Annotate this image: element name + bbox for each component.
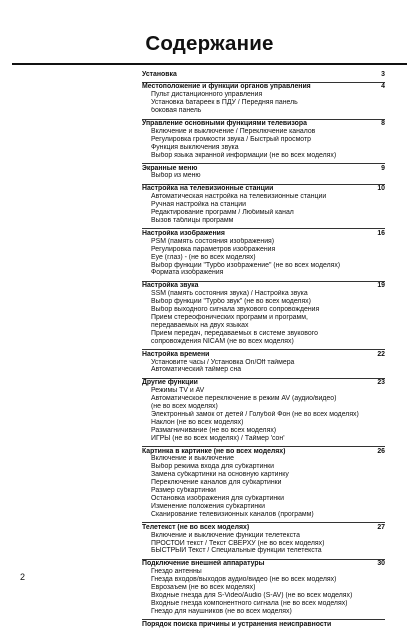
toc-entry: Пульт дистанционного управления (151, 91, 263, 99)
toc-entry: сопровождения NICAM (не во всех моделях) (151, 337, 294, 345)
toc-entry: Регулировка параметров изображения (151, 245, 276, 253)
toc-entry: Вызов таблицы программ (151, 217, 234, 224)
toc-section-title: Настройка времени (142, 350, 210, 358)
toc-section (142, 119, 385, 160)
toc-page-number: 22 (377, 350, 385, 358)
toc-section-title: Телетекст (не во всех моделях) (142, 523, 250, 531)
toc-section-title: Порядок поиска причины и устранения неисправности (142, 620, 332, 628)
page-number: 2 (20, 572, 26, 582)
toc-section (142, 70, 385, 78)
toc-entry: Установите часы / Установка On/Off таймера (151, 358, 295, 366)
toc-page-number: 19 (377, 282, 385, 290)
toc-entry: Электронный замок от детей / Голубой Фон (не во всех моделях) (151, 410, 359, 418)
toc-entry: Прием передач, передаваемых в системе звукового (151, 329, 318, 337)
toc-entry: Выбор из меню (151, 172, 201, 180)
toc-entry: Формата изображения (151, 269, 224, 277)
toc-entry: Включение и выключение функции телетекста (151, 531, 300, 539)
toc-section-title: Установка (142, 70, 177, 78)
toc-section-heading[interactable] (142, 83, 385, 91)
toc-entry: Ручная настройка на станции (151, 201, 246, 209)
toc-entry: ИГРЫ (не во всех моделях) / Таймер 'сон' (151, 434, 285, 442)
toc-page-number: 4 (381, 83, 385, 91)
toc-entry: Еврозаъем (не во всех моделях) (151, 584, 256, 592)
toc-section-title: Подключение внешней аппаратуры (142, 560, 265, 568)
toc-entry: Выбор функции "Турбо изображение" (не во всех моделях) (151, 261, 341, 269)
toc-entry: ПРОСТОЙ текст / Текст СВЕРХУ (не во всех моделях) (151, 539, 325, 547)
toc-section-heading[interactable] (142, 351, 385, 359)
toc-section-heading[interactable] (142, 282, 385, 290)
toc-entry: Замена субкартинки на основную картинку (151, 471, 289, 479)
toc-section (142, 522, 385, 555)
toc-section-heading[interactable] (142, 524, 385, 532)
toc-entry: Включение и выключение (151, 455, 234, 463)
toc-entry: Входные гнезда для S-Video/Audio (S-AV) (не во всех моделях) (151, 591, 353, 599)
toc-section-heading[interactable] (142, 120, 385, 128)
page-title: Содержание (145, 32, 274, 55)
toc-entry: Выбор выходного сигнала звукового сопровождения (151, 306, 320, 314)
toc-section (142, 559, 385, 616)
toc-section (142, 378, 385, 443)
toc-entry: Гнезда входов/выходов аудио/видео (не во всех моделях) (151, 576, 337, 584)
toc-page-number: 26 (377, 447, 385, 455)
toc-entry: Сканирование телевизионных каналов (программ) (151, 510, 314, 518)
toc-entry: Eye (глаз) - (не во всех моделях) (151, 253, 256, 261)
toc-section (142, 281, 385, 346)
toc-section (142, 446, 385, 519)
toc-section (142, 228, 385, 277)
toc-entry: Автоматическая настройка на телевизионные станции (151, 193, 327, 201)
toc-page-number: 16 (377, 229, 385, 237)
toc-entry: Функция выключения звука (151, 143, 239, 151)
toc-section-heading[interactable] (142, 379, 385, 387)
toc-section-title: Настройка изображения (142, 229, 225, 237)
toc-entry: Входные гнезда компонентного сигнала (не во всех моделях) (151, 599, 348, 607)
toc-entry: Включение и выключение / Переключение каналов (151, 127, 316, 135)
toc-section-heading[interactable] (142, 71, 385, 79)
toc-section-title: Настройка звука (142, 282, 199, 290)
toc-entry: Выбор режима входа для субкартинки (151, 463, 275, 471)
toc-section (142, 619, 385, 628)
toc-entry: (не во всех моделях) (151, 403, 218, 411)
toc-entry: Гнездо антенны (151, 568, 202, 576)
toc-entry: PSM (память состояния изображения) (151, 237, 275, 245)
toc-section (142, 184, 385, 225)
toc-section-title: Другие функции (142, 379, 198, 387)
toc-entry: Выбор функции "Турбо звук" (не во всех моделях) (151, 298, 311, 306)
toc-section-title: Управление основными функциями телевизора (142, 120, 307, 128)
toc-entry: Переключение каналов для субкартинки (151, 479, 282, 487)
toc-section-heading[interactable] (142, 448, 385, 456)
toc-section-heading[interactable] (142, 185, 385, 193)
toc-entry: Автоматическое переключение в режим AV (аудио/видео) (151, 395, 337, 403)
toc-entry: Автоматический таймер сна (151, 366, 242, 374)
toc-page-number: 30 (377, 560, 385, 568)
toc-section-title: Картинка в картинке (не во всех моделях) (142, 447, 286, 455)
toc-section-heading[interactable] (142, 165, 385, 173)
toc-entry: Режимы TV и AV (151, 387, 205, 395)
toc-entry: SSM (память состояния звука) / Настройка звука (151, 290, 308, 298)
title-divider (12, 63, 407, 65)
toc-entry: Выбор языка экранной информации (не во всех моделях) (151, 151, 337, 159)
toc-section-heading[interactable] (142, 230, 385, 238)
toc-entry: Установка батареек в ПДУ / Передняя панель (151, 99, 298, 107)
toc-entry: Остановка изображения для субкартинки (151, 495, 284, 502)
toc-entry: Изменение положения субкартинки (151, 502, 265, 510)
toc-page-number: 10 (377, 185, 385, 193)
toc-page-number: 27 (377, 523, 385, 531)
toc-section-title: Настройка на телевизионные станции (142, 185, 274, 193)
toc-entry: передаваемых на двух языках (151, 321, 249, 329)
toc-page-number: 3 (381, 70, 385, 78)
toc-section-title: Местоположение и функции органов управления (142, 83, 311, 91)
toc-section (142, 349, 385, 374)
toc-section-heading[interactable] (142, 560, 385, 568)
toc-entry: Размер субкартинки (151, 487, 216, 495)
toc-section (142, 163, 385, 180)
toc-entry: Редактирование программ / Любимый канал (151, 209, 294, 217)
toc-entry: БЫСТРЫЙ Текст / Специальные функции телетекста (151, 547, 322, 555)
toc-entry: Размагничивание (не во всех моделях) (151, 426, 277, 434)
toc-page-number: 23 (377, 379, 385, 387)
toc-section (142, 82, 385, 115)
toc-page-number: 9 (381, 164, 385, 172)
toc-entry: Гнездо для наушников (не во всех моделях) (151, 607, 292, 615)
toc-section-title: Экранные меню (142, 164, 198, 172)
toc-entry: Наклон (не во всех моделях) (151, 418, 244, 426)
toc-entry: Прием стереофонических программ и программ, (151, 313, 308, 321)
toc-entry: боковая панель (151, 107, 202, 115)
toc-entry: Регулировка громкости звука / Быстрый просмотр (151, 135, 311, 143)
toc-page-number: 8 (381, 120, 385, 128)
table-of-contents (142, 70, 385, 629)
toc-section-heading[interactable] (142, 621, 385, 629)
